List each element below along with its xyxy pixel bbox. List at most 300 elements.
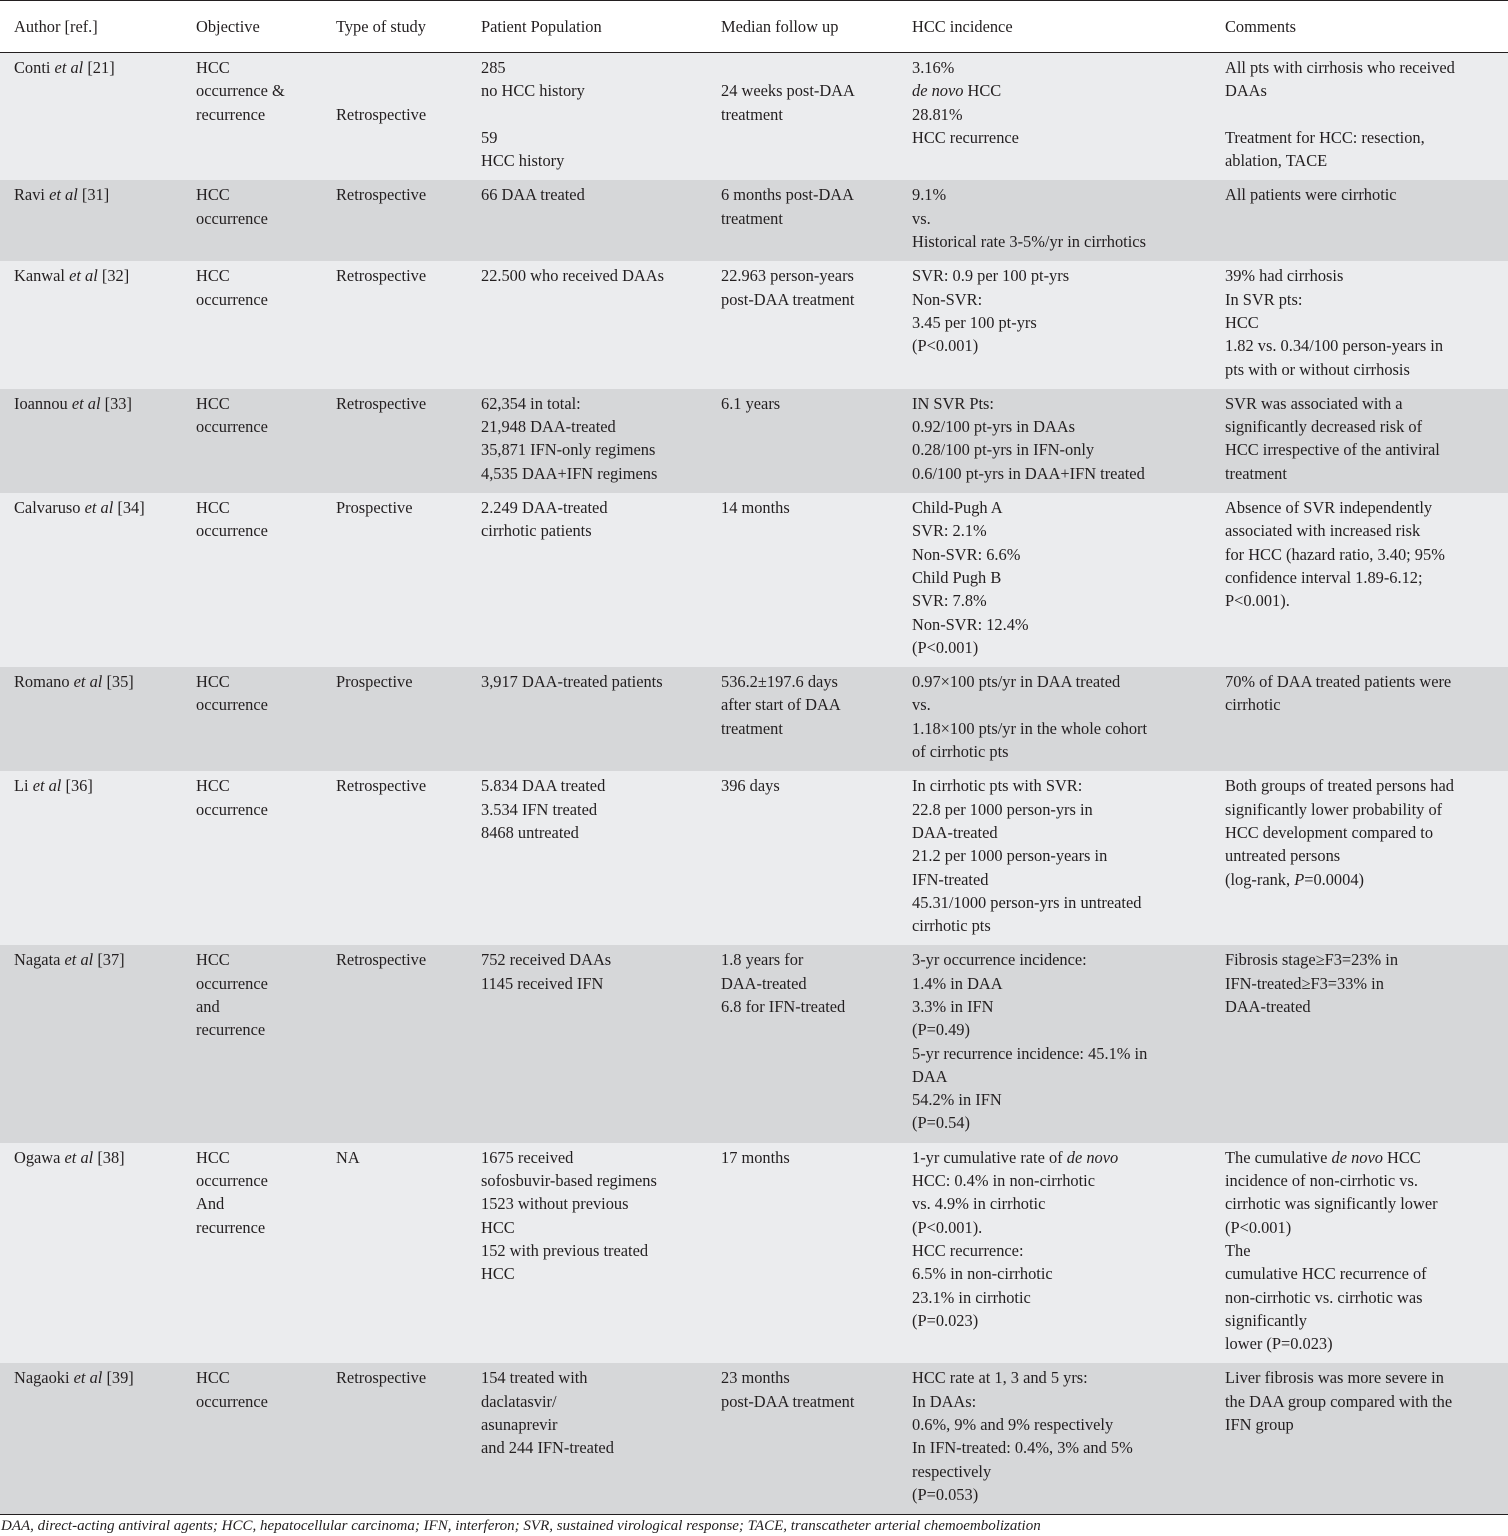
author-name: Nagaoki (14, 1368, 70, 1388)
cell-line (912, 1413, 1205, 1436)
cell-median-follow-up (707, 771, 898, 945)
cell-line (1225, 496, 1502, 519)
cell-text: HCC development compared to (1225, 822, 1434, 842)
cell-median-follow-up (707, 1363, 898, 1514)
cell-line: asunaprevir (481, 1415, 558, 1435)
cell-line (912, 1239, 1205, 1262)
cell-line (912, 693, 1205, 716)
cell-line (912, 914, 1205, 937)
author-ref: [33] (104, 393, 132, 413)
cell-text: The (1225, 1240, 1251, 1260)
cell-text: (P<0.001) (912, 637, 979, 657)
cell-text: 6.5% in non-cirrhotic (912, 1264, 1053, 1284)
author-ref: [21] (87, 58, 115, 77)
author-etal: et al (73, 1368, 103, 1388)
cell-text: 0.97×100 pts/yr in DAA treated (912, 672, 1121, 692)
cell-patient-population (467, 667, 707, 771)
cell-text: (P=0.54) (912, 1113, 970, 1133)
cell-text: the DAA group compared with the (1225, 1391, 1453, 1411)
cell-text: (P=0.023) (912, 1310, 979, 1330)
cell-line (912, 1065, 1205, 1088)
cell-median-follow-up (707, 389, 898, 493)
cell-line (912, 56, 1205, 79)
cell-text: HCC irrespective of the antiviral (1225, 440, 1440, 460)
cell-line: occurrence (196, 208, 268, 228)
cell-text: (P<0.001) (1225, 1217, 1292, 1237)
cell-line (1225, 103, 1502, 126)
cell-type-of-study (322, 1363, 467, 1514)
cell-line: Retrospective (336, 266, 427, 286)
cell-author (0, 667, 182, 771)
cell-patient-population (467, 389, 707, 493)
cell-line: sofosbuvir-based regimens (481, 1171, 657, 1191)
cell-text: significantly lower probability of (1225, 799, 1443, 819)
cell-line: Retrospective (336, 104, 427, 124)
cell-text: lower (P=0.023) (1225, 1334, 1333, 1354)
author-ref: [38] (97, 1147, 125, 1167)
cell-line (1225, 311, 1502, 334)
cell-line: occurrence (196, 521, 268, 541)
cell-line (912, 740, 1205, 763)
cell-objective (182, 389, 322, 493)
cell-text: treatment (1225, 463, 1287, 483)
cell-line (1225, 149, 1502, 172)
cell-type-of-study (322, 945, 467, 1142)
header-comments: Comments (1211, 1, 1508, 53)
cell-line: occurrence (196, 973, 268, 993)
cell-hcc-incidence (898, 493, 1211, 667)
cell-text: DAAs (1225, 81, 1267, 101)
cell-line (912, 126, 1205, 149)
cell-line: recurrence (196, 1020, 266, 1040)
cell-line (912, 1169, 1205, 1192)
cell-line: occurrence (196, 799, 268, 819)
cell-line (912, 311, 1205, 334)
cell-line: HCC (481, 1264, 515, 1284)
header-hcc-incidence: HCC incidence (898, 1, 1211, 53)
cell-hcc-incidence (898, 180, 1211, 261)
cell-line: DAA-treated (721, 973, 807, 993)
author-etal: et al (84, 498, 114, 518)
cell-text: SVR: 0.9 per 100 pt-yrs (912, 266, 1070, 286)
cell-objective (182, 261, 322, 388)
cell-line: Prospective (336, 672, 413, 692)
cell-text: In DAAs: (912, 1391, 977, 1411)
cell-text: of cirrhotic pts (912, 742, 1009, 762)
cell-line: 14 months (721, 498, 790, 518)
cell-line (1225, 948, 1502, 971)
cell-line: treatment (721, 104, 783, 124)
cell-text: HCC (963, 81, 1002, 101)
cell-comments (1211, 771, 1508, 945)
cell-line: NA (336, 1147, 360, 1167)
cell-type-of-study (322, 667, 467, 771)
cell-line (912, 1111, 1205, 1134)
cell-text: 3.45 per 100 pt-yrs (912, 312, 1037, 332)
cell-median-follow-up (707, 180, 898, 261)
cell-line (1225, 1169, 1502, 1192)
cell-line: Retrospective (336, 776, 427, 796)
author-ref: [34] (117, 498, 145, 518)
author-name: Calvaruso (14, 498, 81, 518)
cell-line: post-DAA treatment (721, 289, 855, 309)
cell-text: Child-Pugh A (912, 498, 1003, 518)
cell-hcc-incidence (898, 945, 1211, 1142)
cell-line: HCC (196, 1147, 230, 1167)
cell-text: 39% had cirrhosis (1225, 266, 1344, 286)
cell-text: (P=0.49) (912, 1020, 970, 1040)
cell-text: Non-SVR: 6.6% (912, 544, 1021, 564)
cell-line (912, 392, 1205, 415)
cell-text: Historical rate 3-5%/yr in cirrhotics (912, 232, 1146, 252)
cell-median-follow-up (707, 1143, 898, 1364)
table-header (0, 1, 1508, 53)
cell-line: daclatasvir/ (481, 1391, 557, 1411)
cell-text: cirrhotic pts (912, 916, 991, 936)
author-etal: et al (64, 950, 94, 970)
cell-line: 152 with previous treated (481, 1240, 649, 1260)
cell-text: for HCC (hazard ratio, 3.40; 95% (1225, 544, 1445, 564)
cell-comments (1211, 667, 1508, 771)
cell-line (912, 972, 1205, 995)
cell-line (912, 798, 1205, 821)
cell-line (336, 79, 461, 102)
cell-text: The cumulative (1225, 1147, 1332, 1167)
cell-text: DAA-treated (1225, 996, 1311, 1016)
cell-line: HCC (196, 950, 230, 970)
cell-line: Retrospective (336, 950, 427, 970)
author-name: Ogawa (14, 1147, 61, 1167)
cell-line: Retrospective (336, 1368, 427, 1388)
cell-line: 59 (481, 127, 498, 147)
cell-author (0, 53, 182, 181)
cell-line (912, 496, 1205, 519)
cell-text: vs. (912, 208, 931, 228)
cell-text: All patients were cirrhotic (1225, 185, 1397, 205)
cell-text: 21.2 per 1000 person-years in (912, 846, 1108, 866)
cell-comments (1211, 53, 1508, 181)
cell-line: HCC (196, 498, 230, 518)
cell-line (912, 438, 1205, 461)
cell-line: recurrence (196, 1217, 266, 1237)
cell-type-of-study (322, 180, 467, 261)
cell-text: In cirrhotic pts with SVR: (912, 776, 1083, 796)
cell-line: occurrence (196, 1171, 268, 1191)
cell-line (1225, 589, 1502, 612)
cell-text: 1.4% in DAA (912, 973, 1003, 993)
author-name: Li (14, 776, 29, 796)
cell-text: Child Pugh B (912, 567, 1002, 587)
cell-author (0, 1143, 182, 1364)
cell-text: cirrhotic was significantly lower (1225, 1194, 1438, 1214)
cell-patient-population (467, 493, 707, 667)
cell-line: 285 (481, 58, 506, 77)
cell-median-follow-up (707, 493, 898, 667)
cell-line (912, 519, 1205, 542)
cell-line: occurrence (196, 289, 268, 309)
author-ref: [39] (106, 1368, 134, 1388)
cell-text: 0.6/100 pt-yrs in DAA+IFN treated (912, 463, 1145, 483)
cell-text: untreated persons (1225, 846, 1341, 866)
cell-line (481, 103, 701, 126)
cell-line (912, 1460, 1205, 1483)
cell-median-follow-up (707, 53, 898, 181)
cell-line (912, 1146, 1205, 1169)
cell-line: 3,917 DAA-treated patients (481, 672, 663, 692)
cell-line (912, 334, 1205, 357)
cell-text: IFN-treated (912, 869, 989, 889)
cell-text: non-cirrhotic vs. cirrhotic was (1225, 1287, 1423, 1307)
cell-line: 6 months post-DAA (721, 185, 854, 205)
author-name: Romano (14, 672, 70, 692)
cell-line (912, 948, 1205, 971)
cell-author (0, 771, 182, 945)
cell-comments (1211, 180, 1508, 261)
cell-line (912, 1216, 1205, 1239)
cell-line (912, 844, 1205, 867)
cell-hcc-incidence (898, 667, 1211, 771)
cell-line (912, 288, 1205, 311)
cell-text: In SVR pts: (1225, 289, 1303, 309)
cell-line (912, 1483, 1205, 1506)
author-name: Kanwal (14, 266, 65, 286)
cell-line (1225, 183, 1502, 206)
cell-line: 6.1 years (721, 393, 781, 413)
author-etal: et al (54, 58, 84, 77)
cell-line (912, 230, 1205, 253)
cell-line (1225, 670, 1502, 693)
cell-text: (P=0.053) (912, 1484, 979, 1504)
cell-line: 1523 without previous (481, 1194, 629, 1214)
cell-text: vs. (912, 695, 931, 715)
cell-text: (P<0.001) (912, 336, 979, 356)
cell-line (912, 264, 1205, 287)
cell-line: no HCC history (481, 81, 585, 101)
cell-text: P<0.001). (1225, 591, 1290, 611)
cell-text: 1.18×100 pts/yr in the whole cohort (912, 718, 1148, 738)
cell-text: 23.1% in cirrhotic (912, 1287, 1031, 1307)
cell-text: 1-yr cumulative rate of (912, 1147, 1067, 1167)
cell-line (1225, 462, 1502, 485)
cell-hcc-incidence (898, 771, 1211, 945)
cell-comments (1211, 261, 1508, 388)
cell-line (912, 1088, 1205, 1111)
cell-text: 28.81% (912, 104, 963, 124)
cell-line (1225, 1239, 1502, 1262)
author-name: Ravi (14, 185, 45, 205)
cell-comments (1211, 493, 1508, 667)
cell-line (1225, 1413, 1502, 1436)
cell-line (1225, 868, 1502, 891)
cell-text: DAA (912, 1066, 948, 1086)
cell-line (912, 636, 1205, 659)
cell-median-follow-up (707, 945, 898, 1142)
cell-line (912, 415, 1205, 438)
cell-line (1225, 438, 1502, 461)
cell-text: respectively (912, 1461, 992, 1481)
cell-line (1225, 264, 1502, 287)
cell-line (912, 613, 1205, 636)
cell-hcc-incidence (898, 261, 1211, 388)
cell-text: IN SVR Pts: (912, 393, 994, 413)
author-ref: [32] (101, 266, 130, 286)
cell-text: 0.92/100 pt-yrs in DAAs (912, 417, 1075, 437)
cell-text: HCC recurrence: (912, 1240, 1024, 1260)
cell-line (912, 821, 1205, 844)
cell-text: All pts with cirrhosis who received (1225, 58, 1455, 77)
cell-line: HCC (481, 1217, 515, 1237)
table-row (0, 261, 1508, 388)
italic-text: de novo (912, 81, 964, 101)
cell-line (336, 56, 461, 79)
cell-text: Non-SVR: (912, 289, 983, 309)
table-row (0, 53, 1508, 181)
cell-line (1225, 56, 1502, 79)
cell-line: occurrence & (196, 81, 285, 101)
cell-patient-population (467, 1363, 707, 1514)
cell-text: Liver fibrosis was more severe in (1225, 1368, 1444, 1388)
cell-line (912, 1042, 1205, 1065)
cell-line: 5.834 DAA treated (481, 776, 606, 796)
cell-line: 22.963 person-years (721, 266, 854, 286)
cell-comments (1211, 945, 1508, 1142)
cell-line: cirrhotic patients (481, 521, 592, 541)
cell-line (721, 56, 892, 79)
cell-line: And (196, 1194, 225, 1214)
cell-line: 23 months (721, 1368, 790, 1388)
table-row (0, 180, 1508, 261)
cell-text: 9.1% (912, 185, 947, 205)
header-row (0, 1, 1508, 53)
cell-line: occurrence (196, 1391, 268, 1411)
cell-line (1225, 1332, 1502, 1355)
cell-line: treatment (721, 718, 783, 738)
cell-text: Treatment for HCC: resection, (1225, 127, 1425, 147)
cell-line: post-DAA treatment (721, 1391, 855, 1411)
cell-text: Absence of SVR independently (1225, 498, 1433, 518)
cell-line: 3.534 IFN treated (481, 799, 598, 819)
cell-line: 24 weeks post-DAA (721, 81, 855, 101)
cell-line: 154 treated with (481, 1368, 588, 1388)
cell-text: DAA-treated (912, 822, 998, 842)
cell-type-of-study (322, 53, 467, 181)
cell-objective (182, 53, 322, 181)
cell-text: vs. 4.9% in cirrhotic (912, 1194, 1046, 1214)
cell-line (912, 589, 1205, 612)
cell-author (0, 945, 182, 1142)
cell-text: 1.82 vs. 0.34/100 person-years in (1225, 336, 1444, 356)
cell-patient-population (467, 261, 707, 388)
cell-line: HCC (196, 266, 230, 286)
cell-line: and 244 IFN-treated (481, 1438, 614, 1458)
cell-text: ablation, TACE (1225, 151, 1328, 171)
italic-text: P (1294, 869, 1305, 889)
cell-comments (1211, 1363, 1508, 1514)
author-name: Conti (14, 58, 51, 77)
author-name: Ioannou (14, 393, 68, 413)
cell-patient-population (467, 1143, 707, 1364)
cell-objective (182, 1143, 322, 1364)
table-row (0, 945, 1508, 1142)
cell-line (912, 543, 1205, 566)
table-row (0, 1363, 1508, 1514)
cell-text: SVR was associated with a (1225, 393, 1403, 413)
cell-line: HCC (196, 776, 230, 796)
cell-text: Both groups of treated persons had (1225, 776, 1454, 796)
italic-text: de novo (1066, 1147, 1119, 1167)
cell-hcc-incidence (898, 389, 1211, 493)
cell-line: 62,354 in total: (481, 393, 581, 413)
cell-line: 536.2±197.6 days (721, 672, 838, 692)
cell-line (912, 462, 1205, 485)
cell-text: associated with increased risk (1225, 521, 1421, 541)
cell-text: SVR: 2.1% (912, 521, 987, 541)
cell-hcc-incidence (898, 1363, 1211, 1514)
cell-objective (182, 771, 322, 945)
cell-patient-population (467, 945, 707, 1142)
cell-line (912, 717, 1205, 740)
cell-line (1225, 774, 1502, 797)
cell-line: Retrospective (336, 185, 427, 205)
cell-line: 1675 received (481, 1147, 574, 1167)
cell-text: 0.28/100 pt-yrs in IFN-only (912, 440, 1095, 460)
cell-line: 35,871 IFN-only regimens (481, 440, 656, 460)
cell-line (1225, 566, 1502, 589)
cell-text: =0.0004) (1304, 869, 1364, 889)
cell-text: 5-yr recurrence incidence: 45.1% in (912, 1043, 1148, 1063)
cell-text: HCC (1382, 1147, 1421, 1167)
cell-text: HCC (1225, 312, 1259, 332)
cell-text: 45.31/1000 person-yrs in untreated (912, 892, 1142, 912)
cell-line: 22.500 who received DAAs (481, 266, 664, 286)
author-etal: et al (49, 185, 78, 205)
cell-type-of-study (322, 493, 467, 667)
table-row (0, 1143, 1508, 1364)
author-name: Nagata (14, 950, 61, 970)
author-etal: et al (64, 1147, 94, 1167)
cell-type-of-study (322, 1143, 467, 1364)
cell-line (912, 891, 1205, 914)
cell-type-of-study (322, 261, 467, 388)
header-author: Author [ref.] (0, 1, 182, 53)
cell-line (912, 1018, 1205, 1041)
cell-line: after start of DAA (721, 695, 841, 715)
cell-line (912, 774, 1205, 797)
cell-line (912, 1262, 1205, 1285)
cell-text: 0.6%, 9% and 9% respectively (912, 1415, 1114, 1435)
cell-line (912, 1286, 1205, 1309)
cell-author (0, 389, 182, 493)
cell-line: 4,535 DAA+IFN regimens (481, 463, 658, 483)
cell-line (1225, 798, 1502, 821)
cell-line (1225, 334, 1502, 357)
cell-line (1225, 1390, 1502, 1413)
author-etal: et al (32, 776, 62, 796)
cell-line (912, 207, 1205, 230)
cell-line (1225, 415, 1502, 438)
cell-line: HCC (196, 185, 230, 205)
cell-line: occurrence (196, 417, 268, 437)
cell-line (1225, 1146, 1502, 1169)
cell-objective (182, 667, 322, 771)
cell-text: cumulative HCC recurrence of (1225, 1264, 1427, 1284)
cell-text: (P<0.001). (912, 1217, 983, 1237)
cell-line (1225, 995, 1502, 1018)
author-ref: [31] (81, 185, 110, 205)
cell-line: 66 DAA treated (481, 185, 585, 205)
cell-line (1225, 126, 1502, 149)
cell-line: Retrospective (336, 393, 427, 413)
